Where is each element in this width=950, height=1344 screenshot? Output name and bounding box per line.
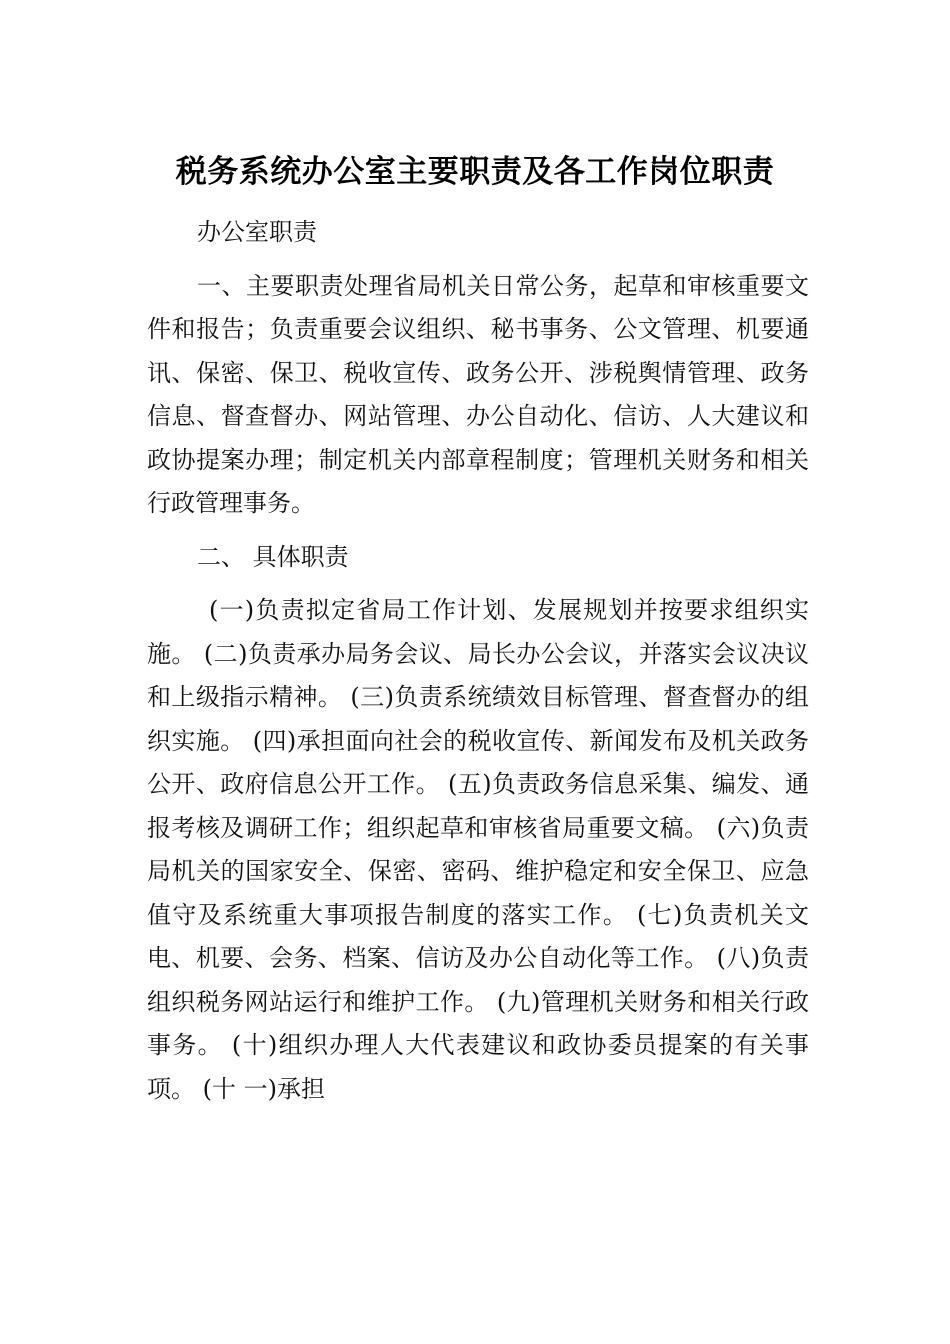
document-body [147,211,809,1111]
section-heading: 办公室职责 [197,218,317,246]
specific-duties-heading: 二、 具体职责 [197,542,349,571]
document-title: 税务系统办公室主要职责及各工作岗位职责 [175,154,775,190]
specific-duties-paragraph: (一)负责拟定省局工作计划、发展规划并按要求组织实施。 (二)负责承办局务会议、局长办公会议，并落实会议决议和上级指示精神。 (三)负责系统绩效目标管理、督查督办的组织实施。 (四)承担面向社会的税收宣传、新闻发布及机关政务公开、政府信息公开工作。 (五)负责政务信息采集、编发、通报考核及调研工作；组织起草和审核省局重要文稿。 (六)负责局机关的国家安全、保密、密码、维护稳定和安全保卫、应急值守及系统重大事项报告制度的落实工作。 (七)负责机关文电、机要、会务、档案、信访及办公自动化等工作。 (八)负责组织税务网站运行和维护工作。 (九)管理机关财务和相关行政事务。 (十)组织办理人大代表建议和政协委员提案的有关事项。 (十 一)承担 [147,596,809,1103]
main-duties-paragraph: 一、主要职责处理省局机关日常公务，起草和审核重要文件和报告；负责重要会议组织、秘书事务、公文管理、机要通讯、保密、保卫、税收宣传、政务公开、涉税舆情管理、政务信息、督查督办、网站管理、办公自动化、信访、人大建议和政协提案办理；制定机关内部章程制度；管理机关财务和相关行政管理事务。 [147,271,809,517]
